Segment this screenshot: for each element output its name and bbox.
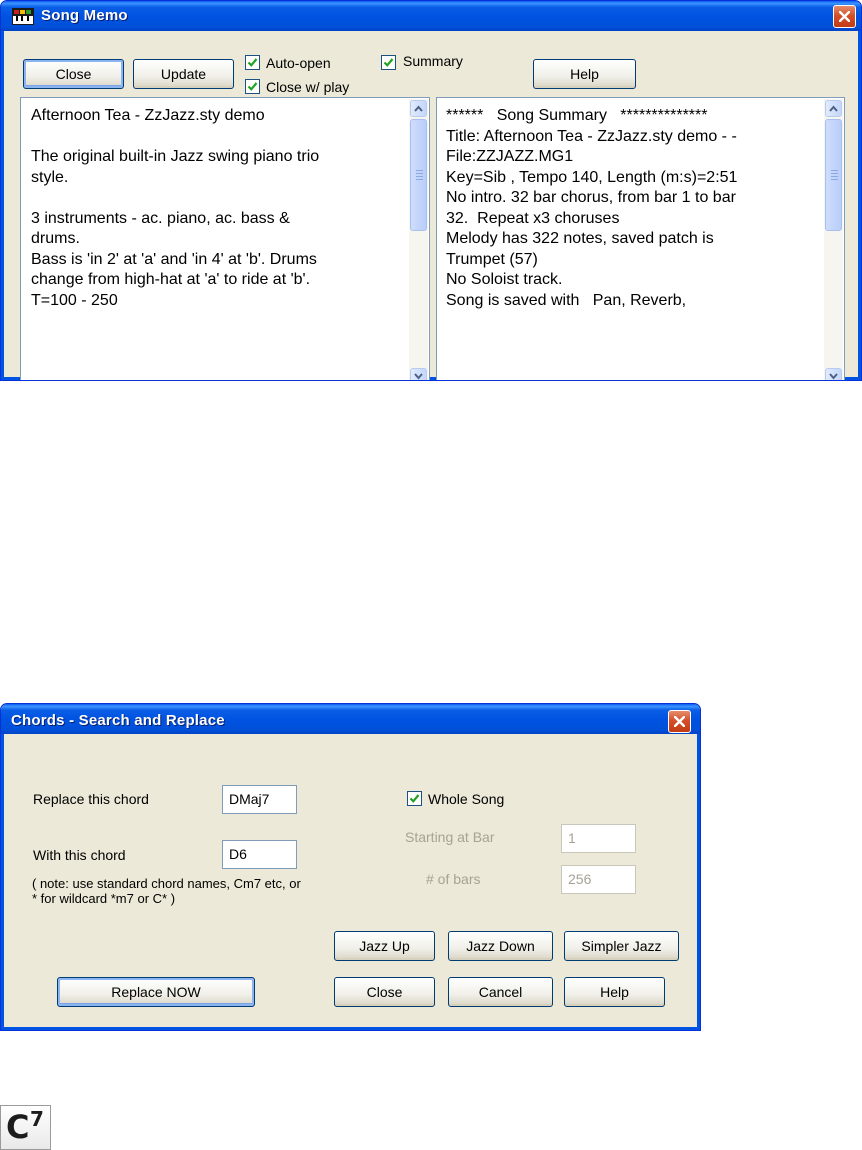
summary-label: Summary bbox=[403, 53, 463, 69]
close-window-button[interactable] bbox=[668, 710, 691, 733]
memo-textarea[interactable] bbox=[20, 97, 430, 381]
help-button[interactable]: Help bbox=[564, 977, 665, 1007]
chords-dialog-titlebar[interactable] bbox=[1, 704, 700, 734]
close-button[interactable]: Close bbox=[334, 977, 435, 1007]
scroll-up-button[interactable] bbox=[410, 100, 427, 117]
with-chord-input[interactable]: D6 bbox=[222, 840, 297, 869]
summary-line: Song is saved with Pan, Reverb, bbox=[446, 291, 687, 309]
summary-line: File:ZZJAZZ.MG1 bbox=[446, 148, 574, 165]
memo-line bbox=[31, 188, 405, 209]
close-icon bbox=[839, 11, 850, 22]
summary-line: Key=Sib , Tempo 140, Length (m:s)=2:51 bbox=[446, 168, 738, 186]
summary-checkbox[interactable] bbox=[381, 55, 396, 70]
close-with-play-checkbox[interactable] bbox=[245, 79, 260, 94]
auto-open-checkbox[interactable] bbox=[245, 55, 260, 70]
arrow-down-icon bbox=[414, 373, 423, 380]
scroll-thumb[interactable] bbox=[825, 119, 842, 231]
summary-line: Title: Afternoon Tea - ZzJazz.sty demo - - bbox=[446, 127, 737, 145]
dialog-title: Chords - Search and Replace bbox=[11, 712, 225, 729]
chord-superscript: 7 bbox=[30, 1107, 44, 1131]
help-button[interactable]: Help bbox=[533, 59, 636, 89]
simpler-jazz-button[interactable]: Simpler Jazz bbox=[564, 931, 679, 961]
arrow-up-icon bbox=[829, 105, 838, 112]
summary-line: ****** Song Summary ************** bbox=[446, 107, 708, 124]
starting-bar-input[interactable]: 1 bbox=[561, 824, 636, 853]
whole-song-label: Whole Song bbox=[428, 791, 505, 807]
chords-dialog-body bbox=[5, 740, 696, 1026]
checkmark-icon bbox=[247, 57, 258, 68]
auto-open-label: Auto-open bbox=[266, 55, 331, 71]
scroll-up-button[interactable] bbox=[825, 100, 842, 117]
scroll-down-button[interactable] bbox=[825, 368, 842, 381]
checkmark-icon bbox=[383, 57, 394, 68]
chord-c7-icon[interactable] bbox=[0, 1105, 51, 1150]
memo-line: Afternoon Tea - ZzJazz.sty demo bbox=[31, 107, 265, 124]
checkmark-icon bbox=[409, 793, 420, 804]
close-with-play-label: Close w/ play bbox=[266, 79, 350, 95]
chord-names-note: ( note: use standard chord names, Cm7 etc, or * for wildcard *m7 or C* ) bbox=[32, 876, 301, 906]
update-button[interactable]: Update bbox=[133, 59, 234, 89]
whole-song-checkbox[interactable] bbox=[407, 791, 422, 806]
memo-line: drums. bbox=[31, 230, 80, 247]
summary-line: Trumpet (57) bbox=[446, 250, 538, 268]
with-chord-label: With this chord bbox=[33, 847, 126, 863]
memo-line: T=100 - 250 bbox=[31, 291, 118, 309]
close-button[interactable]: Close bbox=[23, 59, 124, 89]
summary-line: No intro. 32 bar chorus, from bar 1 to bar bbox=[446, 189, 736, 206]
summary-line: No Soloist track. bbox=[446, 271, 563, 288]
memo-line: change from high-hat at 'a' to ride at 'b'. bbox=[31, 271, 311, 288]
chords-search-replace-dialog bbox=[0, 703, 701, 1031]
starting-bar-label: Starting at Bar bbox=[405, 829, 495, 845]
window-title: Song Memo bbox=[41, 7, 128, 24]
arrow-up-icon bbox=[414, 105, 423, 112]
replace-chord-input[interactable]: DMaj7 bbox=[222, 785, 297, 814]
summary-textarea[interactable] bbox=[436, 97, 845, 381]
memo-line: Bass is 'in 2' at 'a' and 'in 4' at 'b'. Drums bbox=[31, 250, 317, 268]
summary-scrollbar[interactable] bbox=[824, 99, 843, 381]
num-bars-input[interactable]: 256 bbox=[561, 865, 636, 894]
scroll-down-button[interactable] bbox=[410, 368, 427, 381]
arrow-down-icon bbox=[829, 373, 838, 380]
summary-line: 32. Repeat x3 choruses bbox=[446, 209, 620, 227]
app-icon bbox=[12, 8, 34, 25]
replace-now-button[interactable]: Replace NOW bbox=[57, 977, 255, 1007]
close-window-button[interactable] bbox=[833, 5, 856, 28]
memo-text bbox=[31, 106, 405, 311]
song-memo-body bbox=[5, 31, 857, 376]
checkmark-icon bbox=[247, 81, 258, 92]
summary-line: Melody has 322 notes, saved patch is bbox=[446, 230, 714, 247]
summary-text bbox=[446, 106, 820, 311]
num-bars-label: # of bars bbox=[426, 871, 481, 887]
jazz-down-button[interactable]: Jazz Down bbox=[448, 931, 553, 961]
close-icon bbox=[674, 716, 685, 727]
memo-scrollbar[interactable] bbox=[409, 99, 428, 381]
cancel-button[interactable]: Cancel bbox=[448, 977, 553, 1007]
memo-line bbox=[31, 127, 405, 148]
scroll-thumb[interactable] bbox=[410, 119, 427, 231]
song-memo-window bbox=[0, 0, 862, 381]
replace-chord-label: Replace this chord bbox=[33, 791, 149, 807]
memo-line: The original built-in Jazz swing piano trio bbox=[31, 148, 320, 165]
song-memo-titlebar[interactable] bbox=[1, 1, 861, 31]
chord-letter: C bbox=[6, 1108, 30, 1146]
jazz-up-button[interactable]: Jazz Up bbox=[334, 931, 435, 961]
memo-line: 3 instruments - ac. piano, ac. bass & bbox=[31, 209, 290, 227]
memo-line: style. bbox=[31, 168, 69, 186]
